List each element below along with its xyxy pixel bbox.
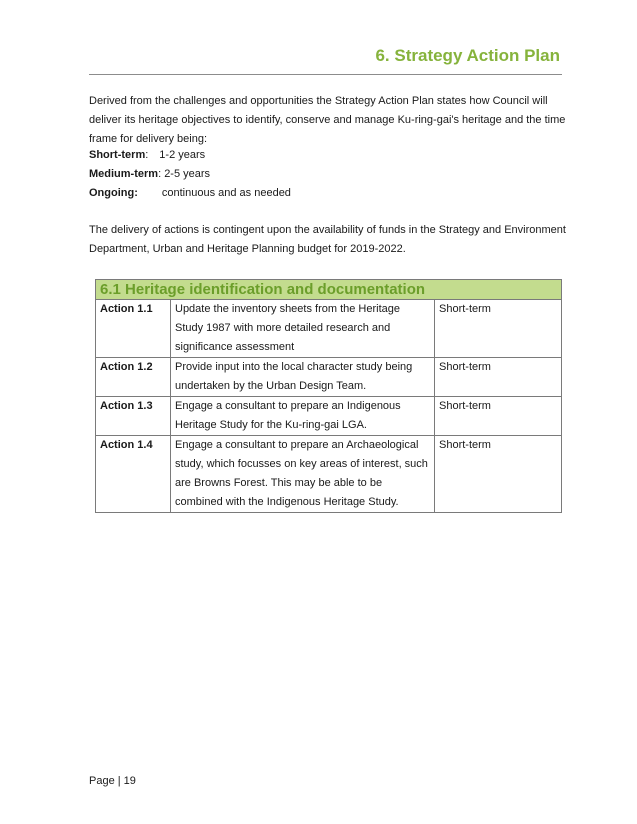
action-description: Engage a consultant to prepare an Archaeological study, which focusses on key areas of interest, such are Browns Forest. This may be able to be combined with the Indigenous Heritage Study. bbox=[171, 436, 435, 513]
table-row bbox=[96, 397, 562, 436]
medium-term-label: Medium-term bbox=[89, 168, 159, 180]
action-term: Short-term bbox=[435, 358, 562, 397]
medium-term-colon: : bbox=[158, 168, 165, 180]
timeframe-list bbox=[89, 146, 291, 203]
table-row bbox=[96, 436, 562, 513]
action-label: Action 1.2 bbox=[96, 358, 171, 397]
ongoing-label: Ongoing: bbox=[89, 187, 138, 199]
medium-term-value: 2-5 years bbox=[164, 168, 211, 180]
page-number: Page | 19 bbox=[89, 775, 136, 787]
page-title: 6. Strategy Action Plan bbox=[375, 46, 560, 65]
action-description: Provide input into the local character study being undertaken by the Urban Design Team. bbox=[171, 358, 435, 397]
action-label: Action 1.4 bbox=[96, 436, 171, 513]
action-table bbox=[95, 279, 562, 513]
ongoing-value: continuous and as needed bbox=[161, 187, 291, 199]
action-description: Update the inventory sheets from the Heritage Study 1987 with more detailed research and significance assessment bbox=[171, 300, 435, 358]
action-label: Action 1.3 bbox=[96, 397, 171, 436]
short-term-colon: : bbox=[145, 149, 149, 161]
timeframe-ongoing bbox=[89, 184, 291, 203]
action-term: Short-term bbox=[435, 397, 562, 436]
section-title: 6.1 Heritage identification and documentation bbox=[96, 280, 562, 300]
timeframe-medium bbox=[89, 165, 291, 184]
short-term-label: Short-term bbox=[89, 149, 146, 161]
short-term-value: 1-2 years bbox=[159, 149, 206, 161]
action-description: Engage a consultant to prepare an Indigenous Heritage Study for the Ku-ring-gai LGA. bbox=[171, 397, 435, 436]
funding-paragraph: The delivery of actions is contingent upon the availability of funds in the Strategy and Environment Department, Urban and Heritage Planning budget for 2019-2022. bbox=[89, 224, 566, 255]
timeframe-short bbox=[89, 146, 291, 165]
action-term: Short-term bbox=[435, 300, 562, 358]
table-row bbox=[96, 358, 562, 397]
action-label: Action 1.1 bbox=[96, 300, 171, 358]
section-header-row bbox=[96, 280, 562, 300]
action-term: Short-term bbox=[435, 436, 562, 513]
header-divider bbox=[89, 74, 562, 75]
intro-paragraph: Derived from the challenges and opportunities the Strategy Action Plan states how Council will deliver its heritage objectives to identify, conserve and manage Ku-ring-gai's heritage and the time frame for delivery being: bbox=[89, 95, 566, 145]
table-row bbox=[96, 300, 562, 358]
